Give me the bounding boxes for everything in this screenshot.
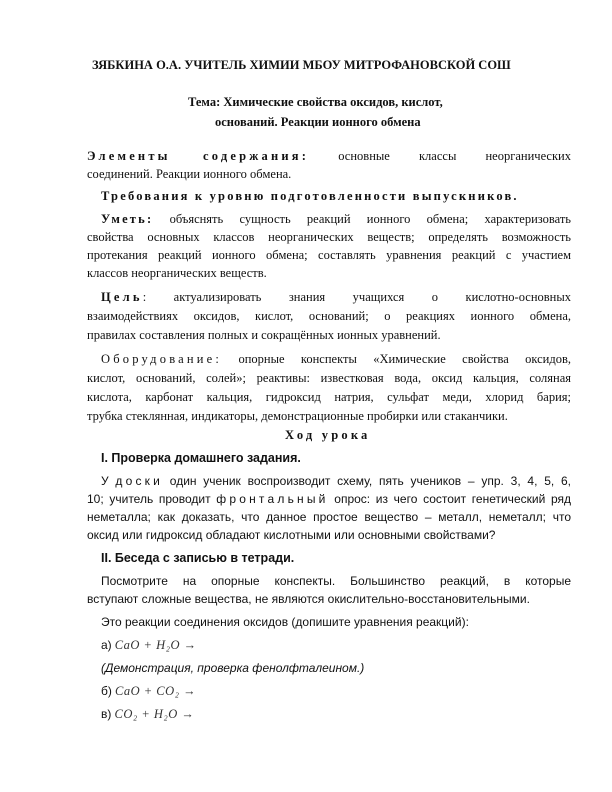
equipment-line-2: кислот, оснований, солей»; реактивы: известковая вода, оксид кальция, соляная bbox=[87, 371, 571, 385]
goal-line-3: правилах составления полных и сокращённых ионных уравнений. bbox=[87, 328, 441, 342]
goal-label: Цель bbox=[101, 290, 143, 304]
section1-line-1 bbox=[101, 474, 571, 489]
section2-p1-line-1: Посмотрите на опорные конспекты. Большинство реакций, в которые bbox=[101, 574, 571, 588]
section1-title: I. Проверка домашнего задания. bbox=[101, 451, 301, 465]
equipment-text-1: опорные конспекты «Химические свойства оксидов, bbox=[238, 352, 571, 366]
skills-line-4: классов неорганических веществ. bbox=[87, 266, 267, 280]
section2-p1-line-2: вступают сложные вещества, не являются окислительно-восстановительными. bbox=[87, 592, 530, 606]
equation-c-label: в) bbox=[101, 707, 112, 721]
skills-label: Уметь: bbox=[101, 212, 154, 226]
equipment-label: Оборудование: bbox=[101, 352, 223, 366]
elements-line-2: соединений. Реакции ионного обмена. bbox=[87, 167, 292, 181]
goal-line-2: взаимодействиях оксидов, кислот, оснований; о реакциях ионного обмена, bbox=[87, 309, 571, 323]
equipment-line-1 bbox=[101, 352, 571, 367]
section1-text-1a: У bbox=[101, 474, 109, 488]
section1-text-1c: один ученик воспроизводит схему, пять учеников – упр. 3, 4, 5, 6, bbox=[169, 474, 571, 488]
demonstration-note: (Демонстрация, проверка фенолфталеином.) bbox=[101, 661, 365, 675]
skills-text-1: объяснять сущность реакций ионного обмена; характеризовать bbox=[169, 212, 572, 226]
goal-text-1: : актуализировать знания учащихся о кислотно-основных bbox=[142, 290, 571, 304]
section2-title: II. Беседа с записью в тетради. bbox=[101, 551, 295, 565]
section1-line-4: оксид или гидроксид обладают кислотными или основными свойствами? bbox=[87, 528, 496, 542]
equation-a-formula: CaO + H₂O → bbox=[114, 638, 197, 652]
section1-line-2 bbox=[87, 492, 571, 507]
equation-b-label: б) bbox=[101, 684, 112, 698]
lesson-title: Ход урока bbox=[285, 428, 371, 442]
equation-b bbox=[101, 684, 196, 699]
section1-line-3: неметалла; как доказать, что данное простое вещество – металл, неметалл; что bbox=[87, 510, 571, 524]
topic-line-2: оснований. Реакции ионного обмена bbox=[215, 115, 421, 129]
topic-line-1: Тема: Химические свойства оксидов, кислот, bbox=[188, 95, 443, 109]
equation-a bbox=[101, 638, 197, 653]
equation-c-formula: CO₂ + H₂O → bbox=[114, 707, 195, 721]
skills-line-1 bbox=[101, 212, 571, 227]
section2-p2: Это реакции соединения оксидов (допишите уравнения реакций): bbox=[101, 615, 469, 629]
equipment-line-3: кислота, карбонат кальция, гидроксид натрия, сульфат меди, хлорид бария; bbox=[87, 390, 571, 404]
skills-line-2: свойства основных классов неорганических веществ; определять возможность bbox=[87, 230, 571, 244]
elements-label: Элементы содержания: bbox=[87, 149, 310, 163]
equation-c bbox=[101, 707, 194, 722]
requirements-title: Требования к уровню подготовленности выпускников. bbox=[101, 189, 519, 203]
section1-frontal: фронтальный bbox=[216, 492, 329, 506]
goal-line-1 bbox=[101, 290, 571, 305]
equipment-line-4: трубка стеклянная, индикаторы, демонстрационные пробирки или стаканчики. bbox=[87, 409, 508, 423]
equation-b-formula: CaO + CO₂ → bbox=[115, 684, 197, 698]
elements-line-1 bbox=[87, 149, 571, 164]
section1-doski: доски bbox=[115, 474, 164, 488]
elements-text-1: основные классы неорганических bbox=[338, 149, 571, 163]
section1-text-2a: 10; учитель проводит bbox=[87, 492, 211, 506]
equation-a-label: а) bbox=[101, 638, 112, 652]
author-header: ЗЯБКИНА О.А. УЧИТЕЛЬ ХИМИИ МБОУ МИТРОФАНОВСКОЙ СОШ bbox=[92, 58, 511, 72]
section1-text-2c: опрос: из чего состоит генетический ряд bbox=[334, 492, 571, 506]
skills-line-3: протекания реакций ионного обмена; составлять уравнения реакций с участием bbox=[87, 248, 571, 262]
